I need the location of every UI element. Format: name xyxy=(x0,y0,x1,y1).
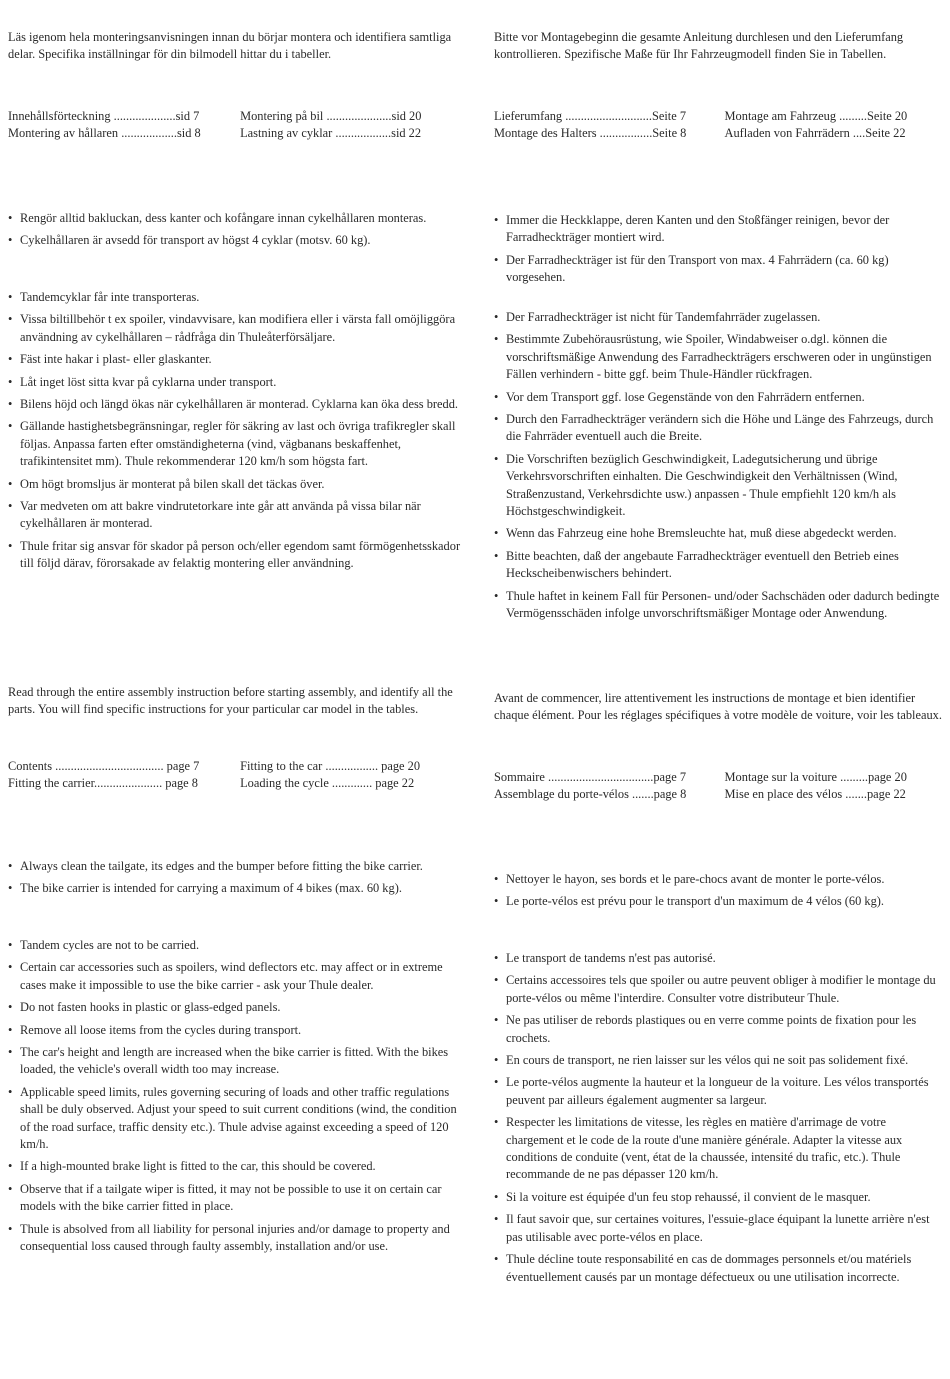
list-item: • Fäst inte hakar i plast- eller glaskanter. xyxy=(8,351,463,368)
french-safety-list xyxy=(494,950,946,1291)
list-item: • Certain car accessories such as spoilers, wind deflectors etc. may affect or in extreme cases make it impossible to use the bike carrier - ask your Thule dealer. xyxy=(8,959,463,994)
list-item: • Immer die Heckklappe, deren Kanten und den Stoßfänger reinigen, bevor der Farradheckträger montiert wird. xyxy=(494,212,946,247)
list-item: • Thule is absolved from all liability for personal injuries and/or damage to property and consequential loss caused through faulty assembly, installation and/or use. xyxy=(8,1221,463,1256)
list-item: • Die Vorschriften bezüglich Geschwindigkeit, Ladegutsicherung und übrige Verkehrsvorschriften einhalten. Die Geschwindigkeit den Verhältnissen (Wind, Straßenzustand, Verkehrsdichte usw.) anpassen - Thule empfiehlt 120 km/h als Höchstgeschwindigkeit. xyxy=(494,451,946,521)
list-item: • Il faut savoir que, sur certaines voitures, l'essuie-glace équipant la lunette arrière n'est pas utilisable avec porte-vélos en place. xyxy=(494,1211,946,1246)
toc-row xyxy=(494,786,946,803)
list-item: • Var medveten om att bakre vindrutetorkare inte går att använda på vissa bilar när cykelhållaren är monterad. xyxy=(8,498,463,533)
toc-entry: Aufladen von Fahrrädern ....Seite 22 xyxy=(724,126,906,140)
list-item: • Respecter les limitations de vitesse, les règles en matière d'arrimage de votre chargement et le code de la route d'une manière générale. Adapter la vitesse aux conditions de conduite (vent, état de la chaussée, intensité du trafic, etc.). Thule recommande de ne pas dépasser 120 km/h. xyxy=(494,1114,946,1184)
list-item: • Bestimmte Zubehörausrüstung, wie Spoiler, Windabweiser o.dgl. können die vorschriftsmäßige Anwendung des Farradheckträgers erschweren oder in ungünstigen Fällen verhindern - bitte ggf. beim Thule-Händler rückfragen. xyxy=(494,331,946,383)
list-item: • Le transport de tandems n'est pas autorisé. xyxy=(494,950,946,967)
list-item: • Thule haftet in keinem Fall für Personen- und/oder Sachschäden oder dadurch bedingte Vermögensschäden infolge unvorschriftsmäßiger Montage oder Anwendung. xyxy=(494,588,946,623)
french-toc xyxy=(494,769,946,803)
french-intro: Avant de commencer, lire attentivement les instructions de montage et bien identifier chaque élément. Pour les réglages spécifiques à votre modèle de voiture, voir les tableaux. xyxy=(494,691,942,723)
list-item: • Der Farradheckträger ist nicht für Tandemfahrräder zugelassen. xyxy=(494,309,946,326)
list-item: • The bike carrier is intended for carrying a maximum of 4 bikes (max. 60 kg). xyxy=(8,880,463,897)
list-item: • Rengör alltid bakluckan, dess kanter och kofångare innan cykelhållaren monteras. xyxy=(8,210,463,227)
list-item: • Låt inget löst sitta kvar på cyklarna under transport. xyxy=(8,374,463,391)
list-item: • Cykelhållaren är avsedd för transport av högst 4 cyklar (motsv. 60 kg). xyxy=(8,232,463,249)
list-item: • Vissa biltillbehör t ex spoiler, vindavvisare, kan modifiera eller i värsta fall omöjliggöra användning av cykelhållaren – rådfråga din Thuleåterförsäljare. xyxy=(8,311,463,346)
toc-entry: Montage am Fahrzeug .........Seite 20 xyxy=(724,109,908,123)
english-care-list xyxy=(8,858,463,903)
toc-entry: Fitting to the car ................. page 20 xyxy=(240,759,421,773)
list-item: • Observe that if a tailgate wiper is fitted, it may not be possible to use it on certain car models with the bike carrier fitted in place. xyxy=(8,1181,463,1216)
list-item: • Le porte-vélos augmente la hauteur et la longueur de la voiture. Les vélos transportés peuvent par ailleurs également augmenter sa largeur. xyxy=(494,1074,946,1109)
toc-entry: Fitting the carrier...................... page 8 xyxy=(8,776,198,790)
list-item: • If a high-mounted brake light is fitted to the car, this should be covered. xyxy=(8,1158,463,1175)
list-item: • Do not fasten hooks in plastic or glass-edged panels. xyxy=(8,999,463,1016)
list-item: • Gällande hastighetsbegränsningar, regler för säkring av last och övriga trafikregler skall följas. Anpassa farten efter omständigheterna (vind, vägbanans beskaffenhet, trafikintensitet mm). Thule rekommenderar 120 km/h som högsta fart. xyxy=(8,418,463,470)
swedish-care-list xyxy=(8,210,463,255)
list-item: • Si la voiture est équipée d'un feu stop rehaussé, il convient de le masquer. xyxy=(494,1189,946,1206)
toc-row xyxy=(8,758,463,775)
toc-entry: Loading the cycle ............. page 22 xyxy=(240,776,415,790)
french-care-list xyxy=(494,871,946,916)
list-item: • Remove all loose items from the cycles during transport. xyxy=(8,1022,463,1039)
english-intro: Read through the entire assembly instruction before starting assembly, and identify all the parts. You will find specific instructions for your particular car model in the tables. xyxy=(8,685,453,717)
toc-entry: Mise en place des vélos .......page 22 xyxy=(724,787,906,801)
toc-entry: Montage des Halters .................Seite 8 xyxy=(494,126,687,140)
toc-row xyxy=(494,125,946,142)
list-item: • Nettoyer le hayon, ses bords et le pare-chocs avant de monter le porte-vélos. xyxy=(494,871,946,888)
list-item: • Ne pas utiliser de rebords plastiques ou en verre comme points de fixation pour les crochets. xyxy=(494,1012,946,1047)
toc-entry: Sommaire ..................................page 7 xyxy=(494,770,687,784)
list-item: • Le porte-vélos est prévu pour le transport d'un maximum de 4 vélos (60 kg). xyxy=(494,893,946,910)
swedish-safety-list xyxy=(8,289,463,578)
swedish-toc xyxy=(8,108,463,142)
toc-entry: Lieferumfang ............................Seite 7 xyxy=(494,109,687,123)
toc-entry: Montage sur la voiture .........page 20 xyxy=(724,770,907,784)
list-item: • The car's height and length are increased when the bike carrier is fitted. With the bikes loaded, the vehicle's overall width too may increase. xyxy=(8,1044,463,1079)
list-item: • Durch den Farradheckträger verändern sich die Höhe und Länge des Fahrzeugs, durch die Fahrräder eventuell auch die Breite. xyxy=(494,411,946,446)
list-item: • En cours de transport, ne rien laisser sur les vélos qui ne soit pas solidement fixé. xyxy=(494,1052,946,1069)
toc-row xyxy=(8,125,463,142)
german-intro: Bitte vor Montagebeginn die gesamte Anleitung durchlesen und den Lieferumfang kontrollieren. Spezifische Maße für Ihr Fahrzeugmodell finden Sie in Tabellen. xyxy=(494,30,904,62)
toc-entry: Montering av hållaren ..................sid 8 xyxy=(8,126,201,140)
swedish-intro: Läs igenom hela monteringsanvisningen innan du börjar montera och identifiera samtliga delar. Specifika inställningar för din bilmodell hittar du i tabeller. xyxy=(8,30,452,62)
list-item: • Thule décline toute responsabilité en cas de dommages personnels et/ou matériels éventuellement causés par un montage défectueux ou une utilisation incorrecte. xyxy=(494,1251,946,1286)
list-item: • Bitte beachten, daß der angebaute Farradheckträger eventuell den Betrieb eines Heckscheibenwischers behindert. xyxy=(494,548,946,583)
list-item: • Der Farradheckträger ist für den Transport von max. 4 Fahrrädern (ca. 60 kg) vorgesehen. xyxy=(494,252,946,287)
toc-entry: Innehållsförteckning ....................sid 7 xyxy=(8,109,200,123)
toc-entry: Montering på bil .....................sid 20 xyxy=(240,109,422,123)
toc-row xyxy=(8,775,463,792)
toc-entry: Lastning av cyklar ..................sid 22 xyxy=(240,126,422,140)
toc-row xyxy=(494,769,946,786)
list-item: • Certains accessoires tels que spoiler ou autre peuvent obliger à modifier le montage du porte-vélos ou même l'interdire. Consulter votre distributeur Thule. xyxy=(494,972,946,1007)
toc-entry: Contents ................................... page 7 xyxy=(8,759,200,773)
list-item: • Vor dem Transport ggf. lose Gegenstände von den Fahrrädern entfernen. xyxy=(494,389,946,406)
list-item: • Always clean the tailgate, its edges and the bumper before fitting the bike carrier. xyxy=(8,858,463,875)
list-item: • Tandemcyklar får inte transporteras. xyxy=(8,289,463,306)
list-item: • Wenn das Fahrzeug eine hohe Bremsleuchte hat, muß diese abgedeckt werden. xyxy=(494,525,946,542)
german-safety-list xyxy=(494,309,946,628)
german-toc xyxy=(494,108,946,142)
english-safety-list xyxy=(8,937,463,1261)
list-item: • Thule fritar sig ansvar för skador på person och/eller egendom samt förmögenhetsskador till följd därav, förorsakade av felaktig montering eller användning. xyxy=(8,538,463,573)
list-item: • Om högt bromsljus är monterat på bilen skall det täckas över. xyxy=(8,476,463,493)
toc-row xyxy=(494,108,946,125)
toc-row xyxy=(8,108,463,125)
german-care-list xyxy=(494,212,946,292)
english-toc xyxy=(8,758,463,792)
list-item: • Tandem cycles are not to be carried. xyxy=(8,937,463,954)
list-item: • Applicable speed limits, rules governing securing of loads and other traffic regulations shall be duly observed. Adjust your speed to suit current conditions (wind, the condition of the road surface, traffic density etc.). Thule advise against exceeding a speed of 120 km/h. xyxy=(8,1084,463,1154)
toc-entry: Assemblage du porte-vélos .......page 8 xyxy=(494,787,687,801)
list-item: • Bilens höjd och längd ökas när cykelhållaren är monterad. Cyklarna kan öka dess bredd. xyxy=(8,396,463,413)
